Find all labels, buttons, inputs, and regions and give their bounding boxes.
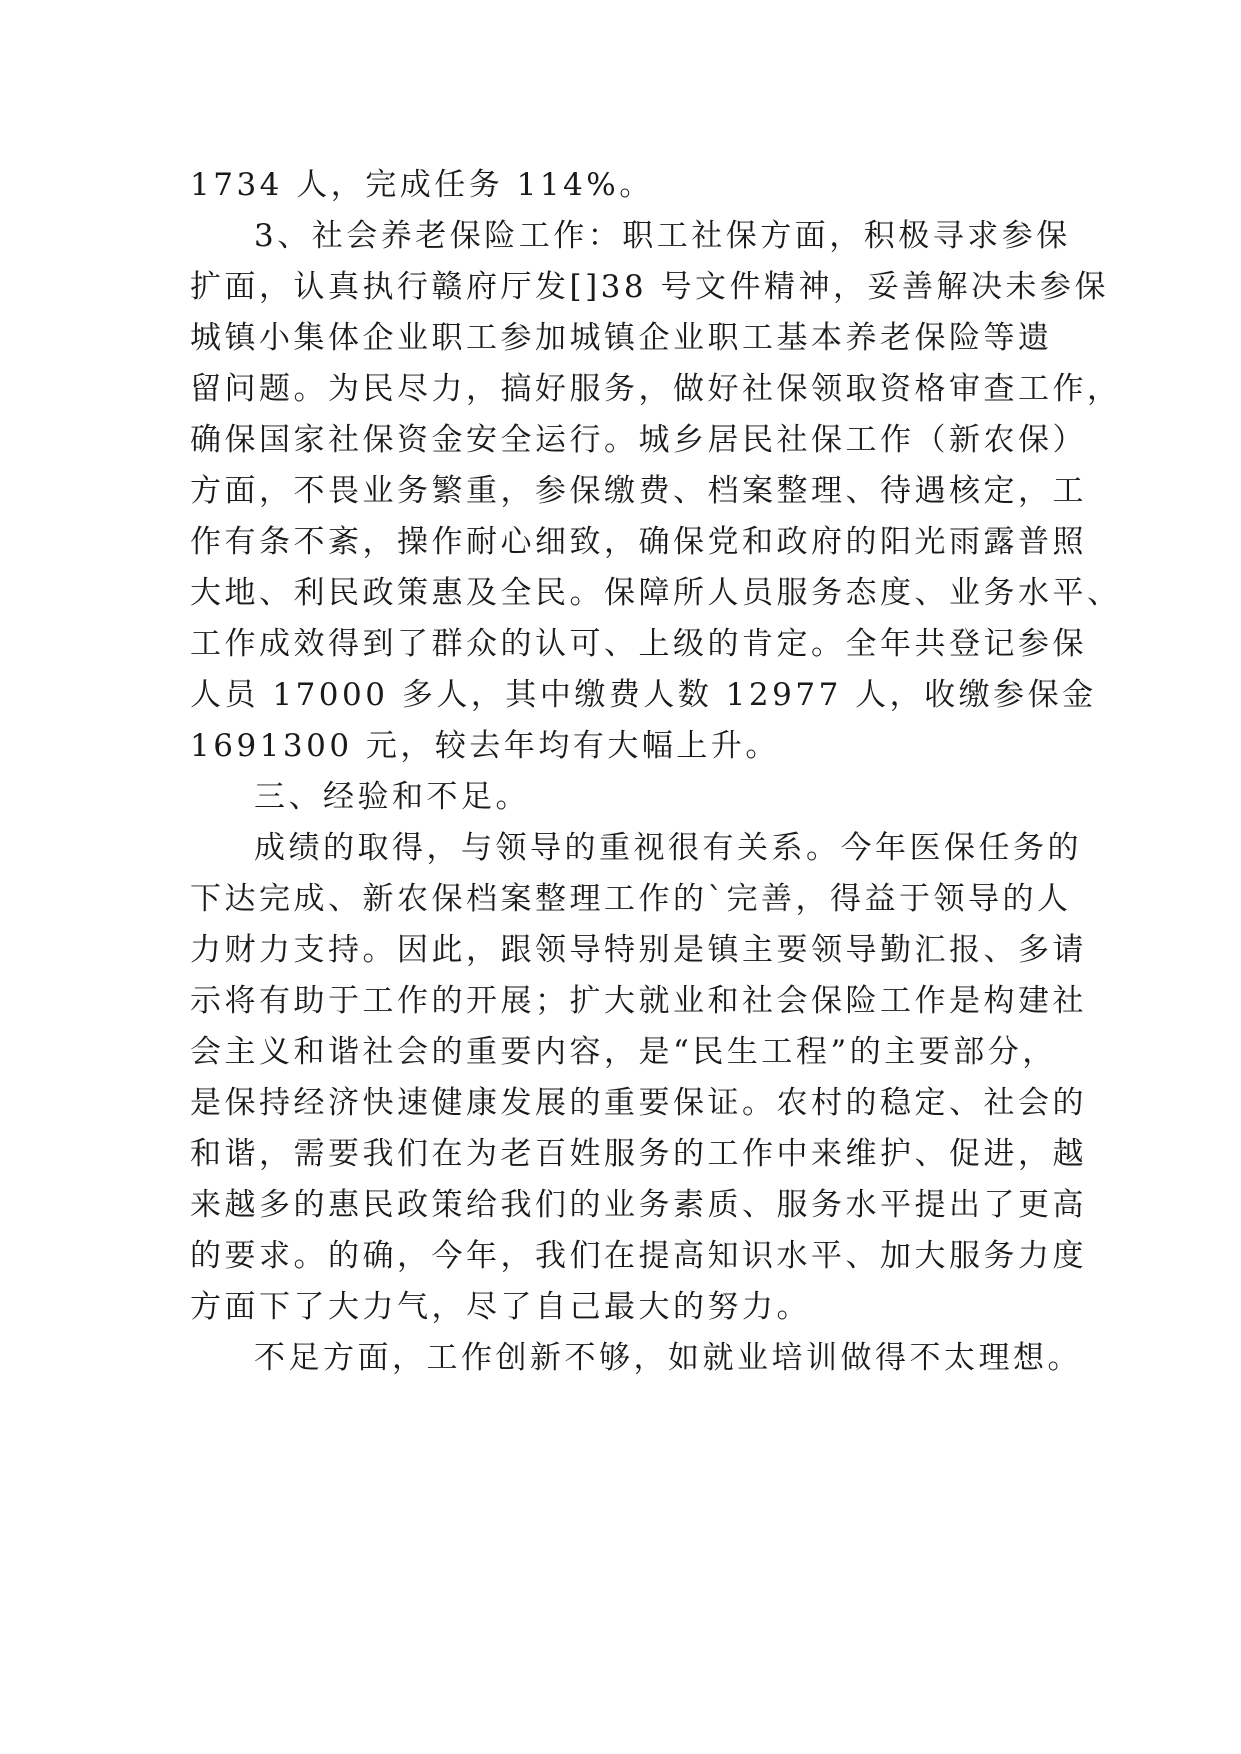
text-line: 人员 17000 多人，其中缴费人数 12977 人，收缴参保金 — [190, 677, 1097, 713]
text-line: 城镇小集体企业职工参加城镇企业职工基本养老保险等遗 — [190, 320, 1053, 356]
text-line: 不足方面，工作创新不够，如就业培训做得不太理想。 — [254, 1340, 1082, 1376]
text-line: 方面下了大力气，尽了自己最大的努力。 — [190, 1289, 811, 1325]
text-line: 留问题。为民尽力，搞好服务，做好社保领取资格审查工作， — [190, 371, 1122, 407]
text-line: 方面，不畏业务繁重，参保缴费、档案整理、待遇核定，工 — [190, 473, 1087, 509]
text-line: 工作成效得到了群众的认可、上级的肯定。全年共登记参保 — [190, 626, 1087, 662]
text-line: 大地、利民政策惠及全民。保障所人员服务态度、业务水平、 — [190, 575, 1122, 611]
text-line: 1691300 元，较去年均有大幅上升。 — [190, 728, 780, 764]
text-line: 是保持经济快速健康发展的重要保证。农村的稳定、社会的 — [190, 1085, 1087, 1121]
text-line: 成绩的取得，与领导的重视很有关系。今年医保任务的 — [254, 830, 1082, 866]
text-line: 和谐，需要我们在为老百姓服务的工作中来维护、促进，越 — [190, 1136, 1087, 1172]
text-line: 来越多的惠民政策给我们的业务素质、服务水平提出了更高 — [190, 1187, 1087, 1223]
text-line: 作有条不紊，操作耐心细致，确保党和政府的阳光雨露普照 — [190, 524, 1087, 560]
document-body — [190, 160, 1122, 1384]
text-line: 示将有助于工作的开展；扩大就业和社会保险工作是构建社 — [190, 983, 1087, 1019]
text-line: 力财力支持。因此，跟领导特别是镇主要领导勤汇报、多请 — [190, 932, 1087, 968]
text-line: 确保国家社保资金安全运行。城乡居民社保工作（新农保） — [190, 422, 1087, 458]
text-line: 会主义和谐社会的重要内容，是“民生工程”的主要部分， — [190, 1034, 1057, 1070]
text-line: 扩面，认真执行赣府厅发[]38 号文件精神，妥善解决未参保 — [190, 269, 1109, 305]
text-line: 3、社会养老保险工作：职工社保方面，积极寻求参保 — [254, 218, 1071, 254]
text-line: 下达完成、新农保档案整理工作的`完善，得益于领导的人 — [190, 881, 1072, 917]
text-line: 三、经验和不足。 — [254, 779, 530, 815]
text-line: 的要求。的确，今年，我们在提高知识水平、加大服务力度 — [190, 1238, 1087, 1274]
text-line: 1734 人，完成任务 114%。 — [190, 167, 654, 203]
